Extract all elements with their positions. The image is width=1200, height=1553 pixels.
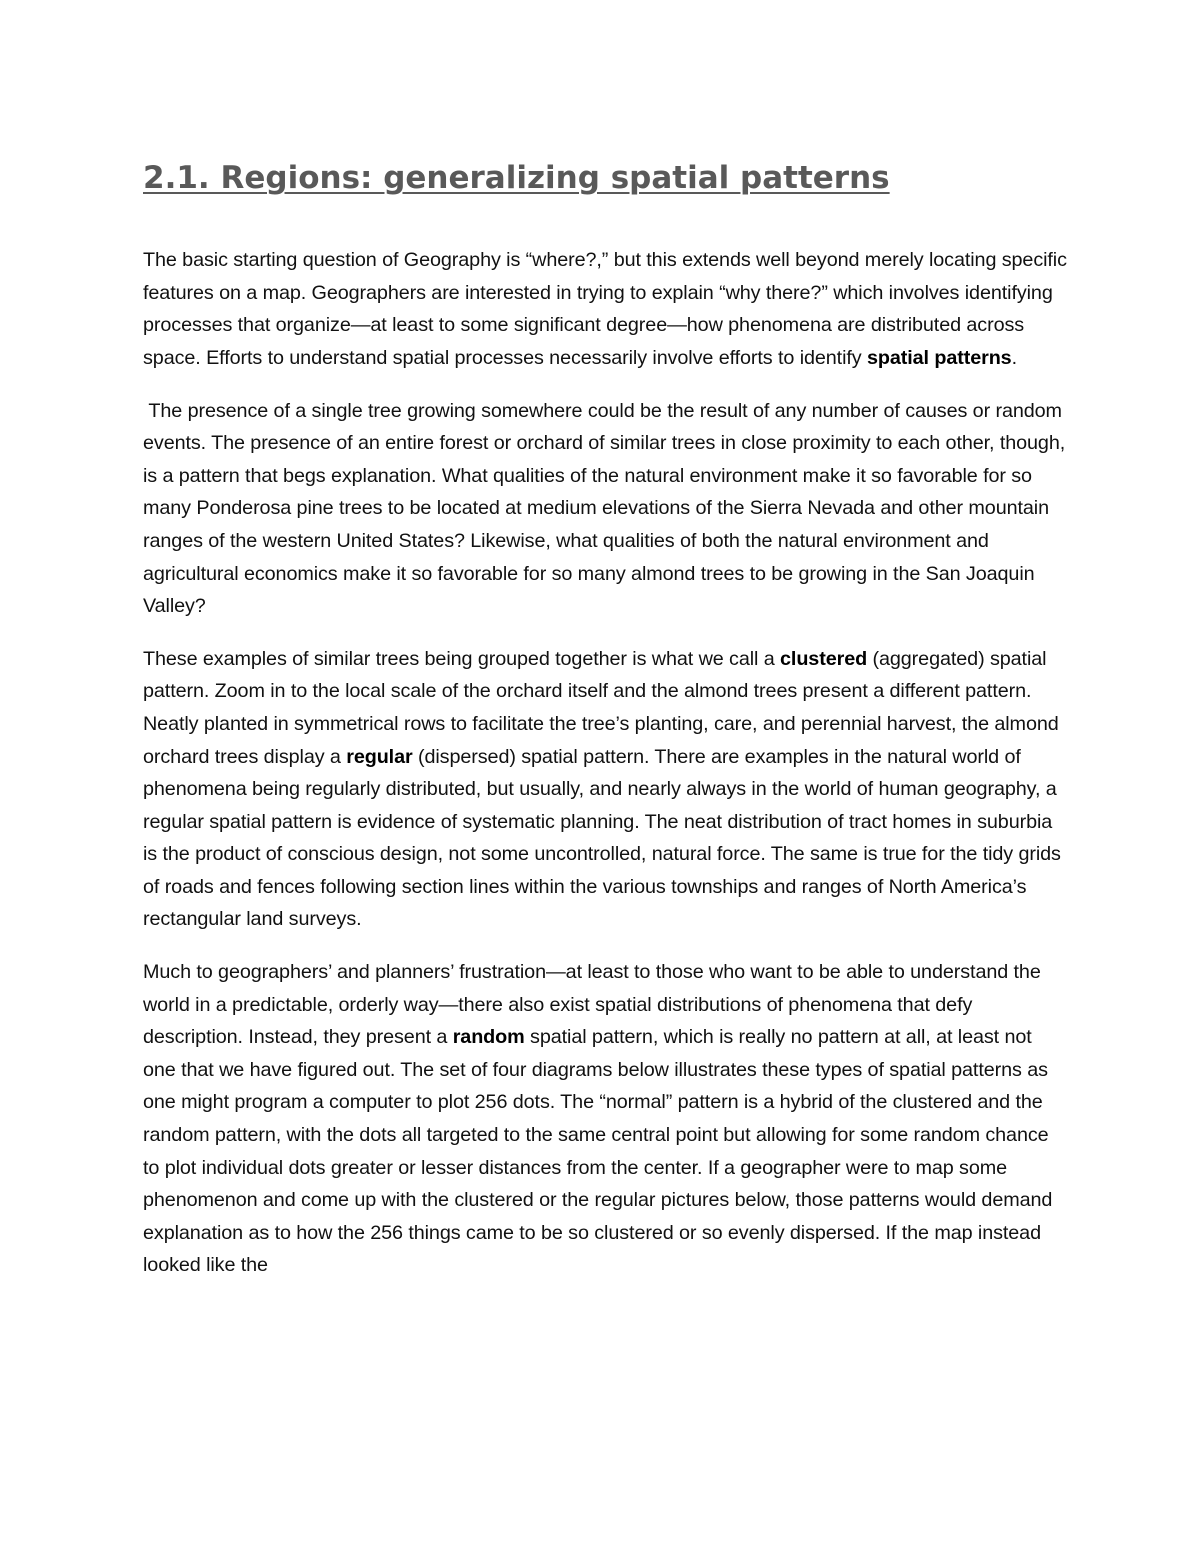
term-random: random: [452, 1026, 525, 1049]
paragraph-3: [143, 643, 1068, 936]
paragraph-text: spatial pattern, which is really no pattern at all, at least not one that we have figured out. The set of four diagrams below illustrates these types of spatial patterns as one might program a computer to plot 256 dots. The “normal” pattern is a hybrid of the clustered and the random pattern, with the dots all targeted to the same central point but allowing for some random chance to plot individual dots greater or lesser distances from the center. If a geographer were to map some phenomenon and come up with the clustered or the regular pictures below, those patterns would demand explanation as to how the 256 things came to be so clustered or so evenly dispersed. If the map instead looked like the: [143, 1026, 1053, 1277]
paragraph-1: [143, 244, 1068, 374]
paragraph-text: (dispersed) spatial pattern. There are examples in the natural world of phenomena being regularly distributed, but usually, and nearly always in the world of human geography, a regular spatial pattern is evidence of systematic planning. The neat distribution of tract homes in suburbia is the product of conscious design, not some uncontrolled, natural force. The same is true for the tidy grids of roads and fences following section lines within the various townships and ranges of North America’s rectangular land surveys.: [143, 745, 1061, 931]
paragraph-text: .: [1011, 346, 1017, 369]
paragraph-text: These examples of similar trees being grouped together is what we call a: [143, 647, 781, 670]
term-spatial-patterns: spatial patterns: [866, 346, 1012, 369]
paragraph-text: The basic starting question of Geography is “where?,” but this extends well beyond merely locating specific features on a map. Geographers are interested in trying to explain “why there?” which involves identifying processes that organize—at least to some significant degree—how phenomena are distributed across space. Efforts to understand spatial processes necessarily involve efforts to identify: [143, 249, 1067, 369]
paragraph-4: [143, 956, 1068, 1282]
paragraph-text: The presence of a single tree growing somewhere could be the result of any number of causes or random events. The presence of an entire forest or orchard of similar trees in close proximity to each other, though, is a pattern that begs explanation. What qualities of the natural environment make it so favorable for so many Ponderosa pine trees to be located at medium elevations of the Sierra Nevada and other mountain ranges of the western United States? Likewise, what qualities of both the natural environment and agricultural economics make it so favorable for so many almond trees to be growing in the San Joaquin Valley?: [143, 399, 1066, 618]
document-body: [143, 160, 1068, 1302]
paragraph-text: (aggregated) spatial pattern. Zoom in to the local scale of the orchard itself and the almond trees present a different pattern. Neatly planted in symmetrical rows to facilitate the tree’s planting, care, and perennial harvest, the almond orchard trees display a: [143, 647, 1059, 768]
term-regular: regular: [346, 745, 413, 768]
paragraph-2: [143, 395, 1068, 623]
section-heading: 2.1. Regions: generalizing spatial patterns: [143, 160, 890, 196]
term-clustered: clustered: [780, 647, 868, 670]
paragraph-text: Much to geographers’ and planners’ frustration—at least to those who want to be able to understand the world in a predictable, orderly way—there also exist spatial distributions of phenomena that defy description. Instead, they present a: [143, 961, 1041, 1049]
